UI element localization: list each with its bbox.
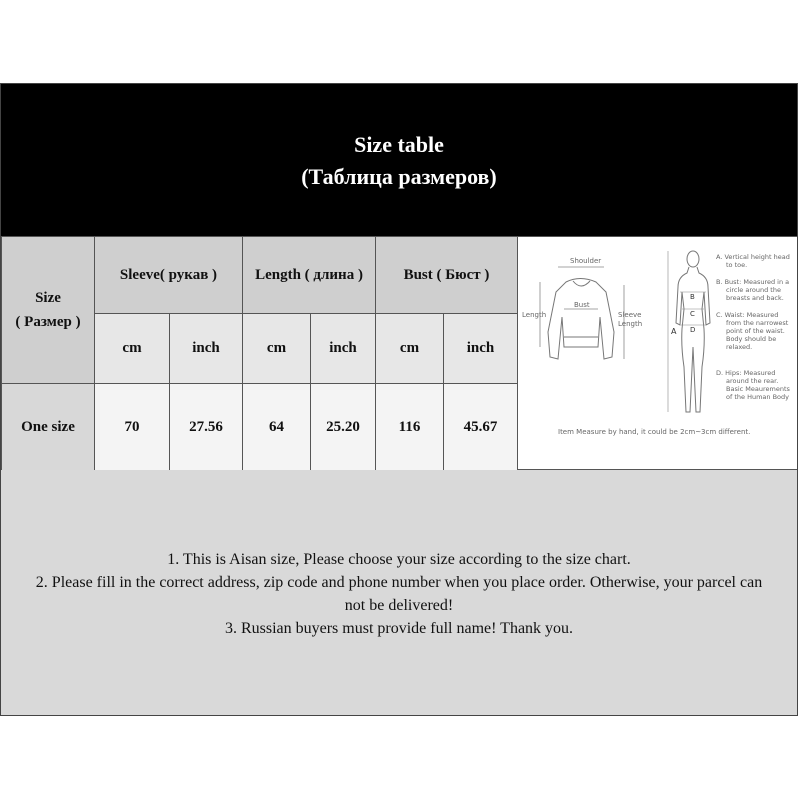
bust-header: Bust ( Бюст ): [376, 237, 518, 314]
sleeve-cm-value: 70: [95, 384, 170, 471]
note-c-1: C. Waist: Measured: [716, 311, 779, 319]
note-line-3: not be delivered!: [344, 597, 454, 614]
note-a-2: to toe.: [726, 261, 748, 269]
row-size-label: One size: [2, 384, 95, 471]
length-label: Length: [522, 311, 547, 319]
size-chart-frame: [0, 83, 798, 716]
letter-a: A: [671, 327, 677, 336]
note-line-4: 3. Russian buyers must provide full name! Thank you.: [224, 620, 574, 637]
note-b-2: circle around the: [726, 286, 781, 294]
length-inch-value: 25.20: [311, 384, 376, 471]
bust-label: Bust: [574, 301, 590, 309]
note-d-1: D. Hips: Measured: [716, 369, 776, 377]
note-d-3: Basic Meaurements: [726, 385, 790, 393]
sleeve-cm-header: cm: [95, 314, 170, 384]
note-d-2: around the rear.: [726, 377, 779, 385]
size-table: [1, 236, 518, 471]
sleeve-inch-header: inch: [170, 314, 243, 384]
measurement-illustration: [518, 237, 796, 469]
note-c-2: from the narrowest: [726, 319, 789, 327]
bust-inch-header: inch: [444, 314, 518, 384]
size-header-label: Size: [35, 290, 61, 306]
sleeve-length-label-1: Sleeve: [618, 311, 642, 319]
note-b-3: breasts and back.: [726, 294, 784, 302]
note-c-4: Body should be: [726, 335, 777, 343]
sleeve-header: Sleeve( рукав ): [95, 237, 243, 314]
note-d-4: of the Human Body: [726, 393, 789, 401]
note-a-1: A. Vertical height head: [716, 253, 790, 261]
note-b-1: B. Bust: Measured in a: [716, 278, 790, 286]
length-cm-value: 64: [243, 384, 311, 471]
length-inch-header: inch: [311, 314, 376, 384]
page-subtitle: (Таблица размеров): [301, 164, 497, 189]
note-line-2: 2. Please fill in the correct address, zip code and phone number when you place order. Otherwise, your parcel can: [35, 574, 763, 591]
letter-b: B: [690, 293, 695, 301]
letter-d: D: [690, 326, 696, 334]
bust-cm-header: cm: [376, 314, 444, 384]
sleeve-length-label-2: Length: [618, 320, 643, 328]
length-header: Length ( длина ): [243, 237, 376, 314]
measurement-diagram: [517, 236, 797, 470]
length-cm-header: cm: [243, 314, 311, 384]
note-c-3: point of the waist.: [726, 327, 785, 335]
bust-cm-value: 116: [376, 384, 444, 471]
letter-c: C: [690, 310, 695, 318]
note-c-5: relaxed.: [726, 343, 753, 351]
title-banner: [1, 84, 797, 236]
measure-note: Item Measure by hand, it could be 2cm~3cm different.: [558, 428, 751, 436]
shoulder-label: Shoulder: [570, 257, 602, 265]
size-header-cell: [2, 237, 95, 384]
bust-inch-value: 45.67: [444, 384, 518, 471]
page-title: Size table: [354, 132, 444, 157]
notes-panel: [1, 470, 797, 715]
sleeve-inch-value: 27.56: [170, 384, 243, 471]
sweater-icon: [548, 279, 614, 360]
note-line-1: 1. This is Aisan size, Please choose your size according to the size chart.: [167, 551, 631, 568]
size-header-label-ru: ( Размер ): [15, 314, 81, 330]
